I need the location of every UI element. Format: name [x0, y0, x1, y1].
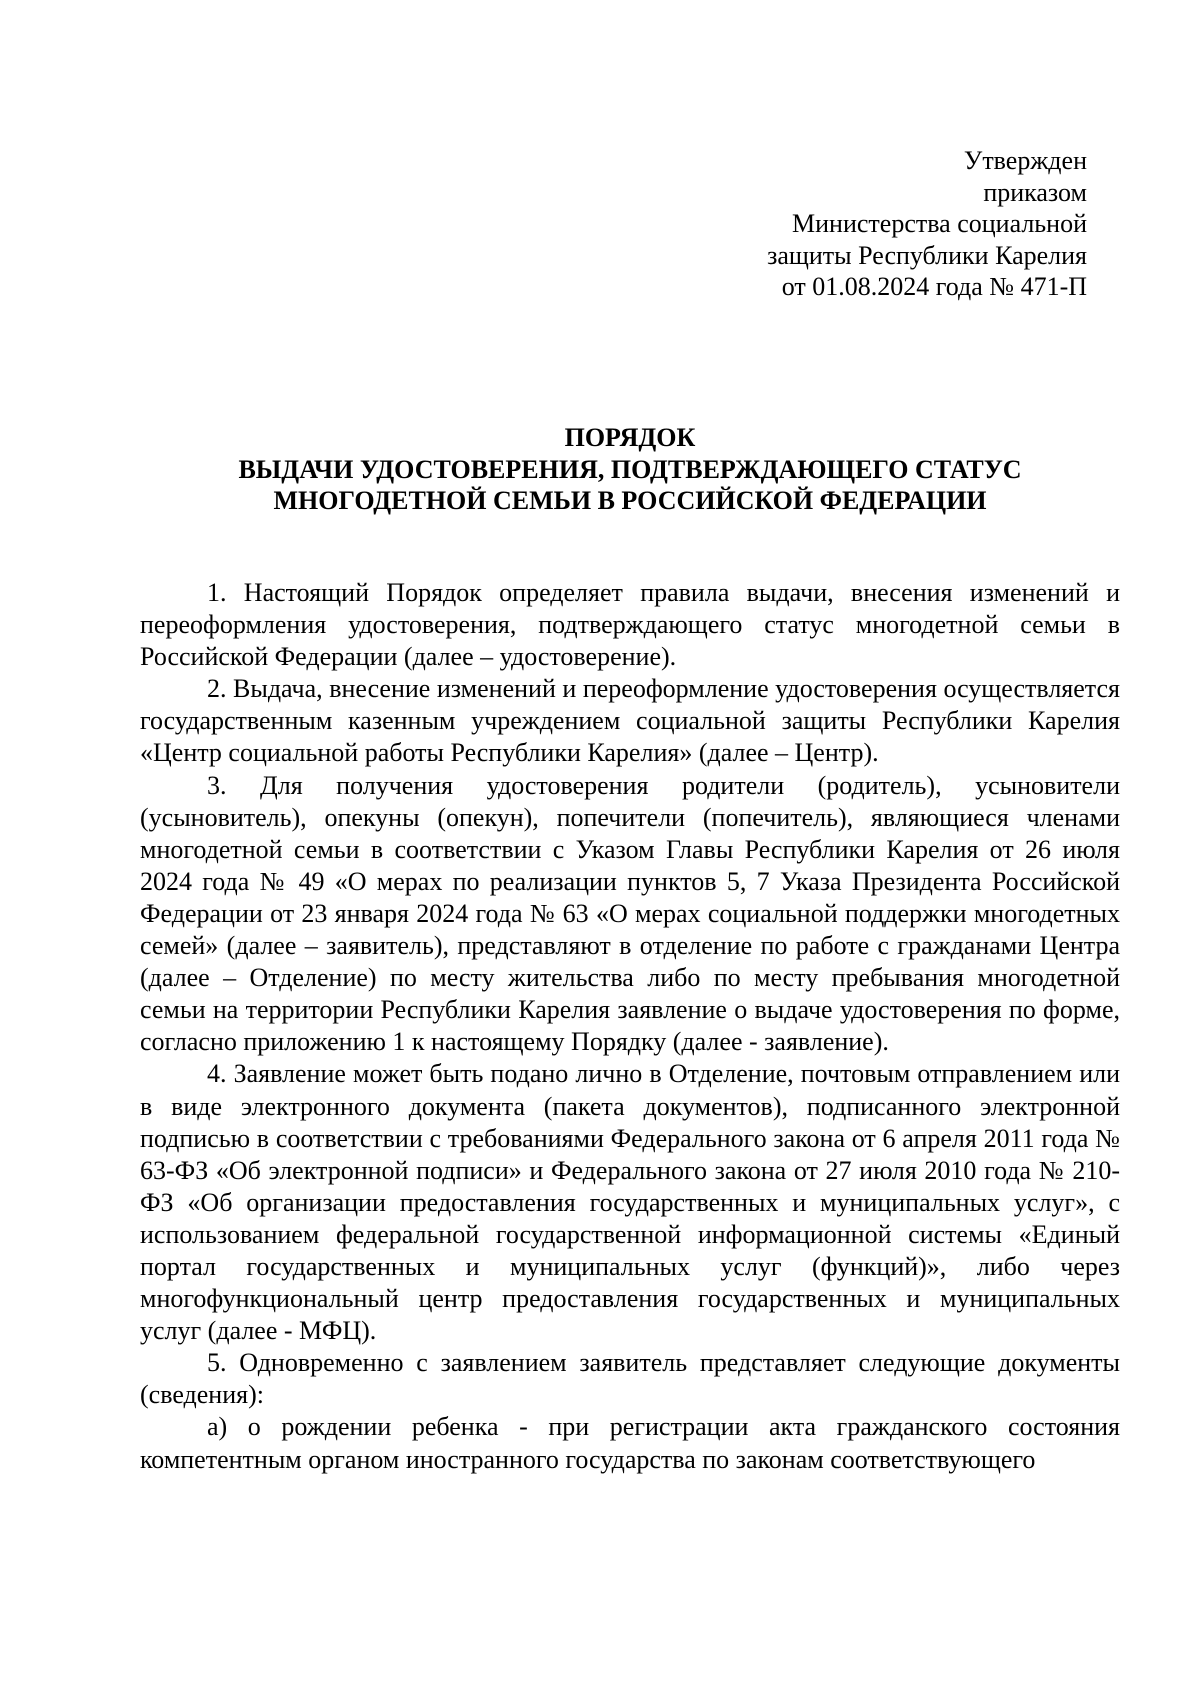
title-line: ПОРЯДОК: [564, 423, 696, 452]
approval-line: защиты Республики Карелия: [767, 240, 1087, 270]
document-title: [140, 422, 1120, 517]
title-line: МНОГОДЕТНОЙ СЕМЬИ В РОССИЙСКОЙ ФЕДЕРАЦИИ: [273, 486, 987, 515]
paragraph-5: 5. Одновременно с заявлением заявитель представляет следующие документы (сведения):: [140, 1348, 1120, 1410]
paragraph-5a: а) о рождении ребенка - при регистрации акта гражданского состояния компетентным органом иностранного государства по законам соответствующего: [140, 1412, 1120, 1474]
approval-line: Министерства социальной: [792, 209, 1087, 238]
document-body: [140, 577, 1120, 1476]
paragraph-1: 1. Настоящий Порядок определяет правила выдачи, внесения изменений и переоформления удостоверения, подтверждающего статус многодетной семьи в Российской Федерации (далее – удостоверение).: [140, 578, 1120, 672]
approval-line: Утвержден: [963, 146, 1087, 175]
paragraph-3: 3. Для получения удостоверения родители (родитель), усыновители (усыновитель), опекуны (опекун), попечители (попечитель), являющиеся членами многодетной семьи в соответствии с Указом Главы Республики Карелия от 26 июля 2024 года № 49 «О мерах по реализации пунктов 5, 7 Указа Президента Российской Федерации от 23 января 2024 года № 63 «О мерах социальной поддержки многодетных семей» (далее – заявитель), представляют в отделение по работе с гражданами Центра (далее – Отделение) по месту жительства либо по месту пребывания многодетной семьи на территории Республики Карелия заявление о выдаче удостоверения по форме, согласно приложению 1 к настоящему Порядку (далее - заявление).: [140, 770, 1120, 1057]
approval-line: от 01.08.2024 года № 471-П: [781, 272, 1087, 301]
paragraph-4: 4. Заявление может быть подано лично в Отделение, почтовым отправлением или в виде электронного документа (пакета документов), подписанного электронной подписью в соответствии с требованиями Федерального закона от 6 апреля 2011 года № 63-ФЗ «Об электронной подписи» и Федерального закона от 27 июля 2010 года № 210-ФЗ «Об организации предоставления государственных и муниципальных услуг», с использованием федеральной государственной информационной системы «Единый портал государственных и муниципальных услуг (функций)», либо через многофункциональный центр предоставления государственных и муниципальных услуг (далее - МФЦ).: [140, 1059, 1120, 1346]
approval-line: приказом: [983, 177, 1087, 207]
paragraph-2: 2. Выдача, внесение изменений и переоформление удостоверения осуществляется государственным казенным учреждением социальной защиты Республики Карелия «Центр социальной работы Республики Карелия» (далее – Центр).: [140, 674, 1120, 768]
approval-block: [767, 145, 1087, 303]
title-line: ВЫДАЧИ УДОСТОВЕРЕНИЯ, ПОДТВЕРЖДАЮЩЕГО СТАТУС: [238, 454, 1022, 484]
